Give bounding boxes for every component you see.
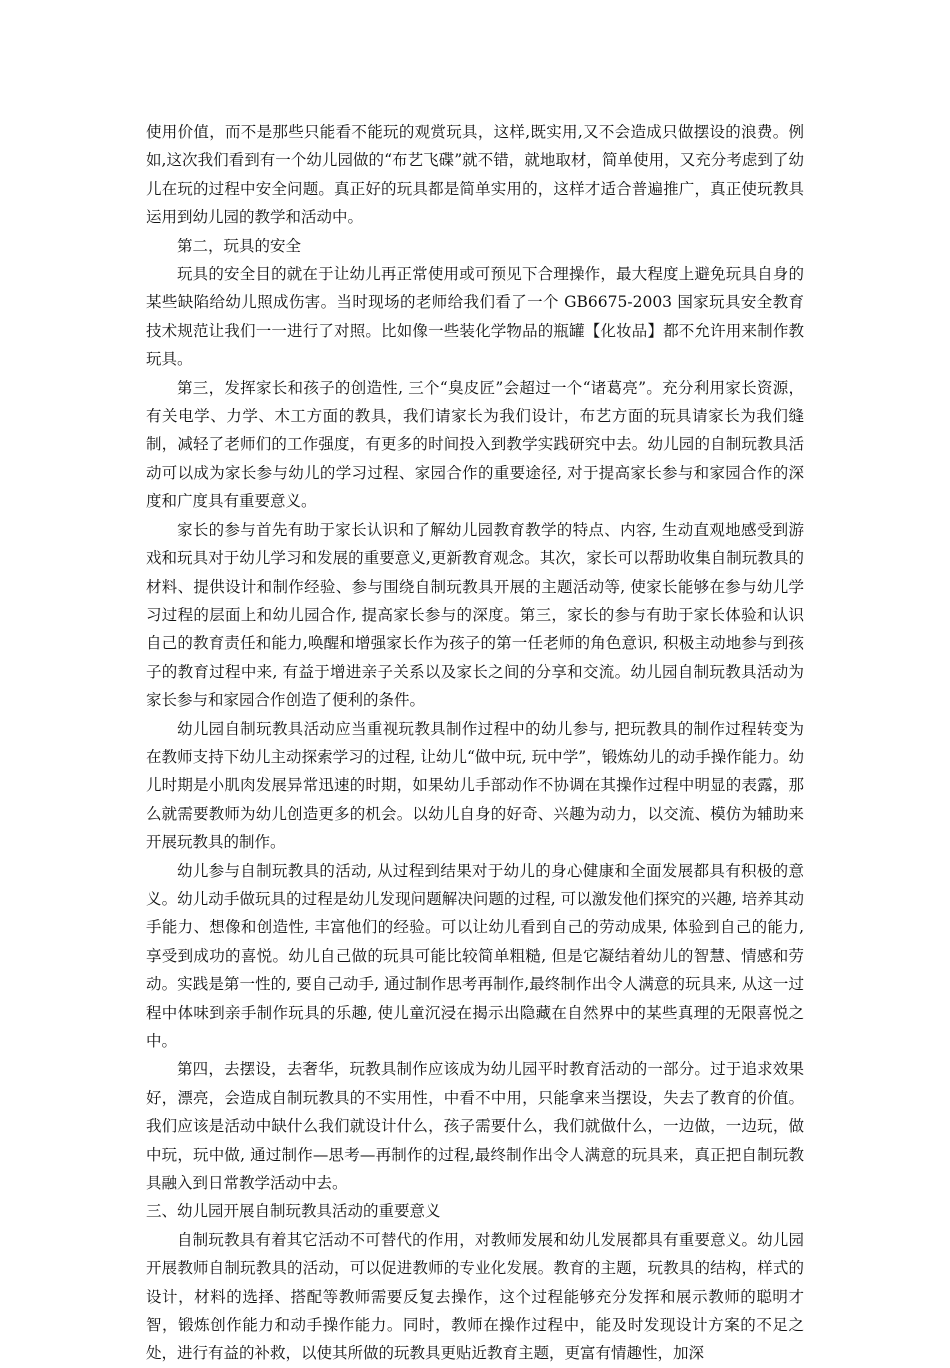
paragraph-child-benefits: 幼儿参与自制玩教具的活动, 从过程到结果对于幼儿的身心健康和全面发展都具有积极的意义。幼儿动手做玩具的过程是幼儿发现问题解决问题的过程, 可以激发他们探究的兴趣, 培养其动手能力、想像和创造性, 丰富他们的经验。可以让幼儿看到自己的劳动成果, 体验到自己的能力, 享受到成功的喜悦。幼儿自己做的玩具可能比较简单粗糙, 但是它凝结着幼儿的智慧、情感和劳动。实践是第一性的, 要自己动手, 通过制作思考再制作,最终制作出令人满意的玩具来, 从这一过程中体味到亲手制作玩具的乐趣, 使儿童沉浸在揭示出隐藏在自然界中的某些真理的无限喜悦之中。: [146, 861, 804, 1050]
paragraph-no-decoration: 第四，去摆设，去奢华，玩教具制作应该成为幼儿园平时教育活动的一部分。过于追求效果好，漂亮，会造成自制玩教具的不实用性，中看不中用，只能拿来当摆设，失去了教育的价值。我们应该是活动中缺什么我们就设计什么，孩子需要什么，我们就做什么，一边做，一边玩，做中玩，玩中做, 通过制作—思考—再制作的过程,最终制作出令人满意的玩具来，真正把自制玩教具融入到日常教学活动中去。: [146, 1060, 804, 1193]
section-heading-toy-safety: 第二，玩具的安全: [177, 236, 302, 255]
paragraph-child-participation: 幼儿园自制玩教具活动应当重视玩教具制作过程中的幼儿参与, 把玩教具的制作过程转变为在教师支持下幼儿主动探索学习的过程, 让幼儿“做中玩, 玩中学”，锻炼幼儿的动手操作能力。幼儿时期是小肌肉发展异常迅速的时期，如果幼儿手部动作不协调在其操作过程中明显的表露，那么就需要教师为幼儿创造更多的机会。以幼儿自身的好奇、兴趣为动力，以交流、模仿为辅助来开展玩教具的制作。: [146, 719, 804, 852]
paragraph-significance: 自制玩教具有着其它活动不可替代的作用，对教师发展和幼儿发展都具有重要意义。幼儿园开展教师自制玩教具的活动，可以促进教师的专业化发展。教育的主题，玩教具的结构，样式的设计，材料的选择、搭配等教师需要反复去操作，这个过程能够充分发挥和展示教师的聪明才智，锻炼创作能力和动手操作能力。同时，教师在操作过程中，能及时发现设计方案的不足之处，进行有益的补救，以使其所做的玩教具更贴近教育主题，更富有情趣性，加深: [146, 1230, 804, 1363]
paragraph-parent-creativity: 第三，发挥家长和孩子的创造性, 三个“臭皮匠”会超过一个“诸葛亮”。充分利用家长资源，有关电学、力学、木工方面的教具，我们请家长为我们设计，布艺方面的玩具请家长为我们缝制，减轻了老师们的工作强度，有更多的时间投入到教学实践研究中去。幼儿园的自制玩教具活动可以成为家长参与幼儿的学习过程、家园合作的重要途径, 对于提高家长参与和家园合作的深度和广度具有重要意义。: [146, 378, 804, 511]
section-heading-significance: 三、幼儿园开展自制玩教具活动的重要意义: [146, 1202, 441, 1221]
paragraph-toy-safety: 玩具的安全目的就在于让幼儿再正常使用或可预见下合理操作，最大程度上避免玩具自身的某些缺陷给幼儿照成伤害。当时现场的老师给我们看了一个 GB6675-2003 国家玩具安全教育技术规范让我们一一进行了对照。比如像一些装化学物品的瓶罐【化妆品】都不允许用来制作教玩具。: [146, 265, 804, 369]
paragraph-parent-participation: 家长的参与首先有助于家长认识和了解幼儿园教育教学的特点、内容, 生动直观地感受到游戏和玩具对于幼儿学习和发展的重要意义,更新教育观念。其次，家长可以帮助收集自制玩教具的材料、提供设计和制作经验、参与围绕自制玩教具开展的主题活动等, 使家长能够在参与幼儿学习过程的层面上和幼儿园合作, 提高家长参与的深度。第三，家长的参与有助于家长体验和认识自己的教育责任和能力,唤醒和增强家长作为孩子的第一任老师的角色意识, 积极主动地参与到孩子的教育过程中来, 有益于增进亲子关系以及家长之间的分享和交流。幼儿园自制玩教具活动为家长参与和家园合作创造了便利的条件。: [146, 520, 804, 710]
document-page: [146, 118, 804, 1368]
paragraph-intro: 使用价值，而不是那些只能看不能玩的观赏玩具，这样,既实用,又不会造成只做摆设的浪费。例如,这次我们看到有一个幼儿园做的“布艺飞碟”就不错，就地取材，简单使用，又充分考虑到了幼儿在玩的过程中安全问题。真正好的玩具都是简单实用的，这样才适合普遍推广，真正使玩教具运用到幼儿园的教学和活动中。: [146, 123, 804, 227]
